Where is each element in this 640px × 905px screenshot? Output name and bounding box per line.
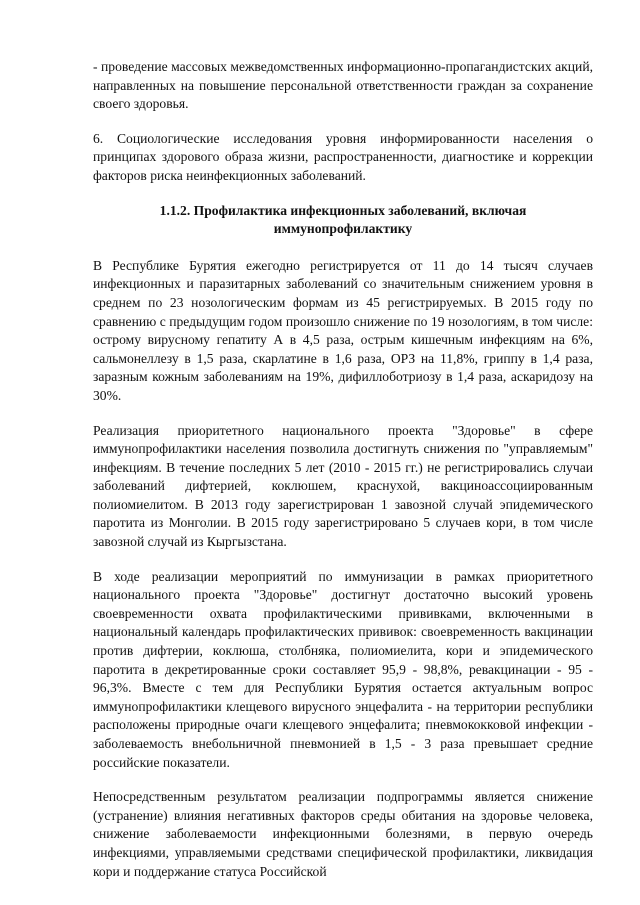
paragraph-national-project: Реализация приоритетного национального проекта "Здоровье" в сфере иммунопрофилактики населения позволила достигнуть снижения по "управляемым" инфекциям. В течение последних 5 лет (2010 - 2015 гг.) не регистрировались случаи заболеваний дифтерией, коклюшем, краснухой, вакциноассоциированным полиомиелитом. В 2013 году зарегистрирован 1 завозной случай эпидемического паротита из Монголии. В 2015 году зарегистрировано 5 случаев кори, в том числе завозной случай из Кыргызстана. xyxy=(93,422,593,550)
list-item-mass-actions: - проведение массовых межведомственных информационно-пропагандистских акций, направленных на повышение персональной ответственности граждан за сохранение своего здоровья. xyxy=(93,59,593,112)
paragraph-incidence: В Республике Бурятия ежегодно регистрируется от 11 до 14 тысяч случаев инфекционных и паразитарных заболеваний со значительным снижением уровня в среднем по 23 нозологическим формам из 45 регистрируемых. В 2015 году по сравнению с предыдущим годом произошло снижение по 19 нозологиям, в том числе: острому вирусному гепатиту А в 4,5 раза, острым кишечным инфекциям на 6%, сальмонеллезу в 1,5 раза, скарлатине в 1,6 раза, ОРЗ на 11,8%, гриппу в 1,4 раза, заразным кожным заболеваниям на 19%, дифиллоботриозу в 1,4 раза, аскаридозу на 30%. xyxy=(93,257,593,403)
list-item-sociological-research: 6. Социологические исследования уровня информированности населения о принципах здорового образа жизни, распространенности, диагностике и коррекции факторов риска неинфекционных заболеваний. xyxy=(93,130,593,183)
paragraph-immunization: В ходе реализации мероприятий по иммунизации в рамках приоритетного национального проекта "Здоровье" достигнут достаточно высокий уровень своевременности охвата профилактическими прививками, включенными в национальный календарь профилактических прививок: своевременность вакцинации против дифтерии, коклюша, столбняка, полиомиелита, кори и эпидемического паротита в декретированные сроки составляет 95,9 - 98,8%, ревакцинации - 95 - 96,3%. Вместе с тем для Республики Бурятия остается актуальным вопрос иммунопрофилактики клещевого вирусного энцефалита - на территории республики расположены природные очаги клещевого энцефалита; пневмококковой инфекции - заболеваемость внебольничной пневмонией в 1,5 - 3 раза превышает средние российские показатели. xyxy=(93,568,593,770)
document-page xyxy=(93,58,593,881)
paragraph-subprogram-result: Непосредственным результатом реализации подпрограммы является снижение (устранение) влияния негативных факторов среды обитания на здоровье человека, снижение заболеваемости инфекционными болезнями, в первую очередь инфекциями, управляемыми средствами специфической профилактики, ликвидация кори и поддержание статуса Российской xyxy=(93,789,593,879)
section-heading: 1.1.2. Профилактика инфекционных заболеваний, включая иммунопрофилактику xyxy=(159,202,527,237)
